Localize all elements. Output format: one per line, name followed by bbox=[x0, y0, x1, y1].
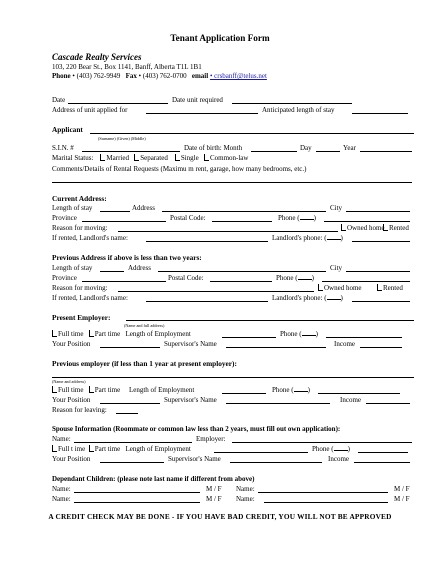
dependant-1-sex[interactable]: M / F bbox=[206, 485, 222, 493]
spouse-heading: Spouse Information (Roommate or common law less than 2 years, must fill out own application): bbox=[52, 425, 341, 433]
company-name: Cascade Realty Services bbox=[52, 52, 142, 62]
spouse-phone-label: Phone ( ) bbox=[312, 445, 350, 453]
current-phone-label: Phone ( ) bbox=[278, 214, 316, 222]
previous-city-label: City bbox=[330, 264, 343, 272]
stay-label: Anticipated length of stay bbox=[262, 106, 335, 114]
owned-home-checkbox[interactable] bbox=[341, 224, 346, 231]
sin-label: S.I.N. # bbox=[52, 144, 74, 152]
current-address-label: Address bbox=[132, 204, 155, 212]
unit-address-label: Address of unit applied for bbox=[52, 106, 128, 114]
dob-label: Date of birth: Month bbox=[184, 144, 243, 152]
company-contact: Phone • (403) 762-9949 Fax • (403) 762-0700 email • crsbanff@telus.net bbox=[52, 72, 267, 80]
rented-checkbox[interactable] bbox=[383, 224, 388, 231]
dependant-4-sex[interactable]: M / F bbox=[394, 495, 410, 503]
unit-address-field[interactable] bbox=[146, 106, 258, 114]
current-city-label: City bbox=[330, 204, 343, 212]
current-address-heading: Current Address: bbox=[52, 194, 107, 203]
reason-leaving-label: Reason for leaving: bbox=[52, 406, 107, 414]
current-province-label: Province bbox=[52, 214, 77, 222]
previous-postal-label: Postal Code: bbox=[168, 274, 204, 282]
current-landlord-phone-label: Landlord's phone: ( ) bbox=[272, 234, 343, 242]
dob-month-field[interactable] bbox=[251, 144, 297, 152]
spouse-phone-field[interactable] bbox=[358, 445, 408, 453]
date-label: Date bbox=[52, 96, 66, 104]
current-address-field[interactable] bbox=[162, 204, 326, 212]
spouse-income-label: Income bbox=[328, 455, 349, 463]
previous-position-label: Your Position bbox=[52, 396, 91, 404]
previous-province-label: Province bbox=[52, 274, 77, 282]
employer-length-field[interactable] bbox=[222, 330, 276, 338]
previous-income-label: Income bbox=[340, 396, 361, 404]
employer-position-label: Your Position bbox=[52, 340, 91, 348]
previous-city-field[interactable] bbox=[346, 264, 410, 272]
previous-phone-label: Phone ( ) bbox=[276, 274, 314, 282]
reason-leaving-field[interactable] bbox=[116, 406, 138, 414]
previous-employer-phone-field[interactable] bbox=[318, 386, 400, 394]
employer-supervisor-field[interactable] bbox=[226, 340, 326, 348]
previous-employer-type-row: Full time Part time Length of Employment bbox=[52, 386, 194, 395]
previous-full-time-checkbox[interactable] bbox=[52, 386, 57, 393]
dependant-3-name-label: Name: bbox=[52, 495, 71, 503]
date-field[interactable] bbox=[68, 96, 168, 104]
employer-phone-field[interactable] bbox=[326, 330, 402, 338]
previous-phone-field[interactable] bbox=[322, 274, 410, 282]
current-length-field[interactable] bbox=[100, 204, 130, 212]
current-postal-label: Postal Code: bbox=[170, 214, 206, 222]
dependant-2-sex[interactable]: M / F bbox=[394, 485, 410, 493]
current-city-field[interactable] bbox=[346, 204, 410, 212]
previous-income-field[interactable] bbox=[366, 396, 410, 404]
current-owned-option[interactable]: Owned home bbox=[341, 224, 385, 232]
dob-day-label: Day bbox=[300, 144, 312, 152]
previous-address-label: Address bbox=[128, 264, 151, 272]
spouse-position-label: Your Position bbox=[52, 455, 91, 463]
previous-length-label: Length of stay bbox=[52, 264, 93, 272]
current-rented-option[interactable]: Rented bbox=[383, 224, 409, 232]
comments-field[interactable] bbox=[52, 175, 412, 183]
dependant-3-name-field[interactable] bbox=[74, 495, 200, 503]
stay-field[interactable] bbox=[352, 106, 408, 114]
company-address: 103, 220 Bear St., Box 1141, Banff, Alberta T1L 1B1 bbox=[52, 63, 202, 71]
dob-year-label: Year bbox=[343, 144, 356, 152]
common-law-checkbox[interactable] bbox=[204, 154, 209, 161]
email-link[interactable]: • crsbanff@telus.net bbox=[209, 72, 267, 80]
previous-position-field[interactable] bbox=[100, 396, 160, 404]
previous-address-field[interactable] bbox=[158, 264, 326, 272]
date-unit-field[interactable] bbox=[232, 96, 352, 104]
current-reason-field[interactable] bbox=[118, 224, 338, 232]
previous-part-time-checkbox[interactable] bbox=[89, 386, 94, 393]
previous-reason-field[interactable] bbox=[118, 284, 314, 292]
spouse-position-field[interactable] bbox=[100, 455, 164, 463]
current-province-field[interactable] bbox=[82, 214, 166, 222]
previous-length-of-employment-field[interactable] bbox=[222, 386, 266, 394]
previous-postal-field[interactable] bbox=[210, 274, 272, 282]
previous-rented-checkbox[interactable] bbox=[377, 284, 382, 291]
spouse-name-field[interactable] bbox=[74, 435, 192, 443]
previous-employer-heading: Previous employer (if less than 1 year at present employer): bbox=[52, 359, 237, 368]
employer-income-field[interactable] bbox=[360, 340, 402, 348]
employer-position-field[interactable] bbox=[100, 340, 160, 348]
spouse-type-row: Full t ime Part time Length of Employment bbox=[52, 445, 191, 454]
employer-type-row: Full time Part time Length of Employment bbox=[52, 330, 191, 339]
applicant-name-hint: (Surname) (Given) (Middle) bbox=[98, 136, 146, 141]
current-landlord-label: If rented, Landlord's name: bbox=[52, 234, 128, 242]
spouse-supervisor-label: Supervisor's Name bbox=[168, 455, 221, 463]
previous-province-field[interactable] bbox=[82, 274, 166, 282]
previous-reason-label: Reason for moving: bbox=[52, 284, 108, 292]
spouse-income-field[interactable] bbox=[354, 455, 410, 463]
current-landlord-phone-field[interactable] bbox=[352, 234, 410, 242]
current-length-label: Length of stay bbox=[52, 204, 93, 212]
employer-supervisor-label: Supervisor's Name bbox=[164, 340, 217, 348]
dependant-4-name-field[interactable] bbox=[264, 495, 388, 503]
spouse-part-time-checkbox[interactable] bbox=[89, 445, 94, 452]
dob-year-field[interactable] bbox=[360, 144, 412, 152]
separated-checkbox[interactable] bbox=[134, 154, 139, 161]
page-title: Tenant Application Form bbox=[170, 33, 270, 43]
dependant-1-name-label: Name: bbox=[52, 485, 71, 493]
dependant-4-name-label: Name: bbox=[236, 495, 255, 503]
previous-employer-phone-label: Phone ( ) bbox=[272, 386, 310, 394]
employer-phone-label: Phone ( ) bbox=[280, 330, 318, 338]
employer-heading: Present Employer: bbox=[52, 313, 111, 322]
spouse-employer-label: Employer: bbox=[196, 435, 226, 443]
date-unit-label: Date unit required bbox=[172, 96, 223, 104]
dependant-1-name-field[interactable] bbox=[74, 485, 200, 493]
spouse-full-time-checkbox[interactable] bbox=[52, 445, 57, 452]
dependant-2-name-field[interactable] bbox=[258, 485, 388, 493]
previous-owned-home-checkbox[interactable] bbox=[318, 284, 323, 291]
previous-address-heading: Previous Address if above is less than two years: bbox=[52, 253, 202, 262]
previous-supervisor-field[interactable] bbox=[226, 396, 330, 404]
previous-landlord-phone-field[interactable] bbox=[352, 294, 410, 302]
current-phone-field[interactable] bbox=[324, 214, 410, 222]
spouse-employer-field[interactable] bbox=[232, 435, 412, 443]
employer-name-field[interactable] bbox=[126, 313, 414, 321]
previous-landlord-field[interactable] bbox=[146, 294, 268, 302]
employer-hint: (Name and full address) bbox=[124, 323, 165, 328]
marital-status-row: Marital Status: Married Separated Single Common-law bbox=[52, 154, 249, 162]
previous-landlord-phone-label: Landlord's phone: ( ) bbox=[272, 294, 343, 302]
applicant-heading: Applicant bbox=[52, 125, 83, 134]
dependant-2-name-label: Name: bbox=[236, 485, 255, 493]
comments-label: Comments/Details of Rental Requests (Maximu m rent, garage, how many bedrooms, etc.) bbox=[52, 165, 307, 173]
previous-employer-hint: (Name and address) bbox=[52, 379, 86, 384]
credit-check-notice: A CREDIT CHECK MAY BE DONE - IF YOU HAVE BAD CREDIT, YOU WILL NOT BE APPROVED bbox=[48, 512, 392, 521]
previous-employer-name-field[interactable] bbox=[52, 370, 414, 378]
current-reason-label: Reason for moving: bbox=[52, 224, 108, 232]
applicant-name-field[interactable] bbox=[90, 126, 414, 134]
married-checkbox[interactable] bbox=[100, 154, 105, 161]
previous-length-field[interactable] bbox=[100, 264, 124, 272]
dob-day-field[interactable] bbox=[316, 144, 340, 152]
previous-rented-option[interactable]: Rented bbox=[377, 284, 403, 292]
dependants-heading: Dependant Children: (please note last name if different from above) bbox=[52, 475, 255, 483]
dependant-3-sex[interactable]: M / F bbox=[206, 495, 222, 503]
spouse-supervisor-field[interactable] bbox=[230, 455, 322, 463]
sin-field[interactable] bbox=[82, 144, 180, 152]
single-checkbox[interactable] bbox=[175, 154, 180, 161]
current-postal-field[interactable] bbox=[212, 214, 272, 222]
employer-part-time-checkbox[interactable] bbox=[89, 330, 94, 337]
previous-landlord-label: If rented, Landlord's name: bbox=[52, 294, 128, 302]
current-landlord-field[interactable] bbox=[146, 234, 268, 242]
employer-income-label: Income bbox=[334, 340, 355, 348]
spouse-length-field[interactable] bbox=[214, 445, 308, 453]
previous-owned-option[interactable]: Owned home bbox=[318, 284, 362, 292]
spouse-name-label: Name: bbox=[52, 435, 71, 443]
previous-supervisor-label: Supervisor's Name bbox=[164, 396, 217, 404]
employer-full-time-checkbox[interactable] bbox=[52, 330, 57, 337]
